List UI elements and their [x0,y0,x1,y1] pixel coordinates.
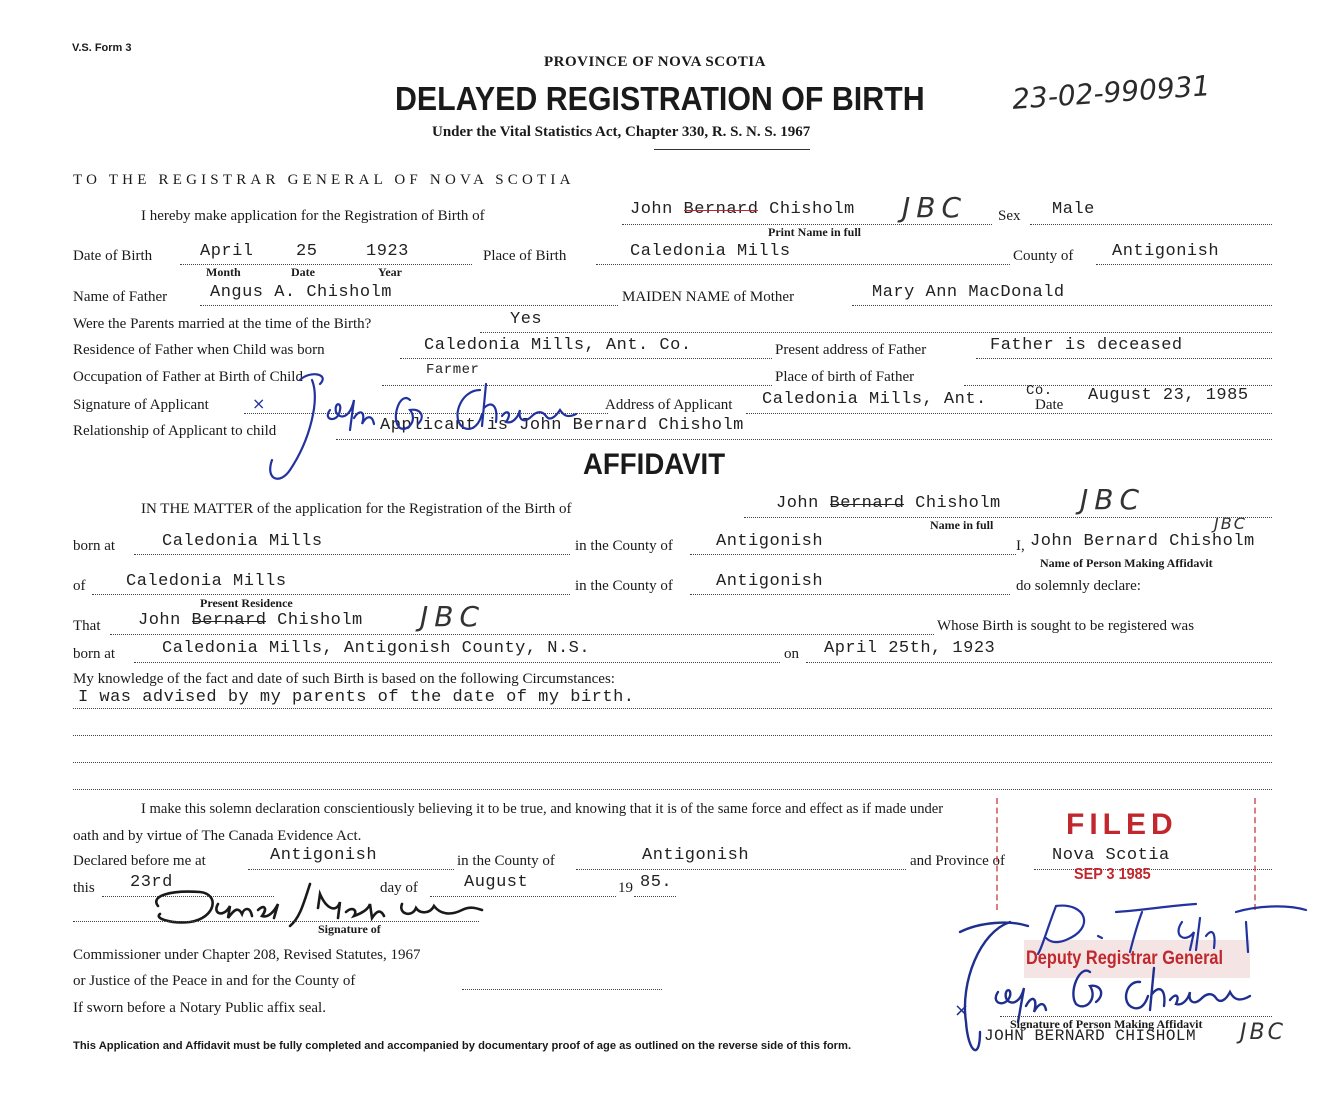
filed-date-stamp: SEP 3 1985 [1074,866,1151,883]
born-at-line [134,554,570,555]
dob-day: 25 [296,242,318,261]
on-line [806,662,1272,663]
footer-note: This Application and Affidavit must be fully completed and accompanied by documentary proof of age as outlined on the reverse side of this form. [73,1040,852,1052]
affiant-sig-hint: Signature of Person Making Affidavit [1010,1017,1203,1031]
x-mark-2: × [954,1000,970,1021]
print-name-hint: Print Name in full [768,225,861,239]
occupation-label: Occupation of Father at Birth of Child [73,369,303,385]
filed-stamp: FILED [1066,808,1178,841]
father-line [200,305,618,306]
apply-label: I hereby make application for the Registration of Birth of [141,208,485,224]
county-line-4 [576,869,906,870]
province-label: and Province of [910,853,1005,869]
name-value: John Bernard Chisholm [630,200,855,219]
commissioner-label: Commissioner under Chapter 208, Revised Statutes, 1967 [73,947,421,963]
pob-label: Place of Birth [483,248,567,264]
name-in-full-hint: Name in full [930,518,994,532]
that-label: That [73,618,101,634]
born-at-2-value: Caledonia Mills, Antigonish County, N.S. [162,639,591,658]
month-hint: Month [206,265,241,279]
sex-label: Sex [998,208,1021,224]
form-id: V.S. Form 3 [72,42,132,54]
date-hint: Date [291,265,315,279]
affiant-signature [940,912,1290,1072]
county-value: Antigonish [1112,242,1220,261]
declared-label: Declared before me at [73,853,206,869]
address-label: Address of Applicant [605,397,733,413]
x-mark-1: × [252,394,266,413]
present-address-line [976,358,1272,359]
initials-4: JBC [420,600,486,633]
initials-3: JBC [1214,514,1247,533]
i-label: I, [1016,538,1025,554]
relationship-value: Applicant is John Bernard Chisholm [380,416,744,435]
to-registrar-line: TO THE REGISTRAR GENERAL OF NOVA SCOTIA [73,172,575,188]
affidavit-heading: AFFIDAVIT [583,448,726,481]
applicant-signature [250,360,610,490]
father-value: Angus A. Chisholm [210,283,392,302]
affiant-printed-name: JOHN BERNARD CHISHOLM [984,1027,1197,1045]
county-label: County of [1013,248,1074,264]
declared-line [248,869,454,870]
justice-label: or Justice of the Peace in and for the County of [73,973,356,989]
mother-label: MAIDEN NAME of Mother [622,289,795,305]
father-label: Name of Father [73,289,168,305]
page-title: DELAYED REGISTRATION OF BIRTH [395,80,925,117]
circumstance-text: I was advised by my parents of the date of my birth. [78,688,635,707]
knowledge-label: My knowledge of the fact and date of such Birth is based on the following Circumstances: [73,671,615,687]
born-at-2-label: born at [73,646,116,662]
circumstance-line-2 [73,735,1272,736]
county-value-4: Antigonish [642,846,750,865]
dob-year: 1923 [366,242,409,261]
present-residence-hint: Present Residence [200,596,293,610]
initials-1: JBC [902,191,968,224]
relationship-label: Relationship of Applicant to child [73,423,277,439]
address-value: Caledonia Mills, Ant. [762,390,987,409]
initials-2: JBC [1080,483,1146,516]
initials-5: JBC [1240,1020,1286,1045]
this-label: this [73,880,95,896]
commissioner-sig-line [73,921,479,922]
title-rule [654,149,810,150]
day-of-label: day of [380,880,418,896]
born-at-value: Caledonia Mills [162,532,323,551]
present-address-label: Present address of Father [775,342,927,358]
justice-line [462,989,662,990]
declaration-line-1: I make this solemn declaration conscientiously believing it to be true, and knowing that it is of the same force and effect as if made under [141,801,944,817]
matter-label: IN THE MATTER of the application for the Registration of the Birth of [141,501,572,517]
year-hint: Year [378,265,402,279]
residence-value: Caledonia Mills, Ant. Co. [424,336,692,355]
in-county-label-2: in the County of [575,578,673,594]
father-pob-label: Place of birth of Father [775,369,915,385]
county-line-2 [690,554,1016,555]
married-label: Were the Parents married at the time of the Birth? [73,316,372,332]
declare-label: do solemnly declare: [1016,578,1141,594]
mother-value: Mary Ann MacDonald [872,283,1065,302]
matter-line [744,517,1272,518]
this-day-value: 23rd [130,873,173,892]
county-label-3: in the County of [457,853,555,869]
person-hint: Name of Person Making Affidavit [1040,556,1213,570]
born-at-label: born at [73,538,116,554]
sex-line [1030,224,1272,225]
of-label: of [73,578,86,594]
declared-value: Antigonish [270,846,378,865]
sex-value: Male [1052,200,1095,219]
on-label: on [784,646,799,662]
of-value: Caledonia Mills [126,572,287,591]
province-value: Nova Scotia [1052,846,1170,865]
deputy-registrar-stamp: Deputy Registrar General [1026,948,1224,969]
pob-line [596,264,1010,265]
married-value: Yes [510,310,543,329]
whose-label: Whose Birth is sought to be registered was [937,618,1195,634]
address-line [746,413,1272,414]
born-at-2-line [134,662,780,663]
person-name: John Bernard Chisholm [1030,532,1255,551]
county-value-3: Antigonish [716,572,824,591]
circumstance-line-3 [73,762,1272,763]
present-address-value: Father is deceased [990,336,1183,355]
residence-line [400,358,772,359]
circumstance-line-1 [73,708,1272,709]
married-line [480,332,1272,333]
year-line [634,896,676,897]
of-line [92,594,570,595]
in-county-label: in the County of [575,538,673,554]
that-line [110,634,934,635]
residence-label: Residence of Father when Child was born [73,342,325,358]
address-co: Co. [1026,383,1053,399]
occupation-value: Farmer [426,362,480,378]
county-line [1096,264,1272,265]
notary-label: If sworn before a Notary Public affix seal. [73,1000,326,1016]
county-line-3 [690,594,1010,595]
signature-of-hint: Signature of [318,922,381,936]
that-name: John Bernard Chisholm [138,611,363,630]
declaration-line-2: oath and by virtue of The Canada Evidence Act. [73,828,362,844]
date-value: August 23, 1985 [1088,386,1249,405]
dob-month: April [200,242,254,261]
month-value: August [464,873,529,892]
county-value-2: Antigonish [716,532,824,551]
year-suffix: 85. [640,873,673,892]
province-heading: PROVINCE OF NOVA SCOTIA [544,54,766,70]
date-label: Date [1035,397,1064,413]
circumstance-line-4 [73,789,1272,790]
signature-label: Signature of Applicant [73,397,209,413]
on-value: April 25th, 1923 [824,639,996,658]
dob-label: Date of Birth [73,248,153,264]
pob-value: Caledonia Mills [630,242,791,261]
affidavit-name: John Bernard Chisholm [776,494,1001,513]
mother-line [852,305,1272,306]
subtitle: Under the Vital Statistics Act, Chapter 330, R. S. N. S. 1967 [432,124,811,140]
year-prefix: 19 [618,880,633,896]
handwritten-reg-number: 23-02-990931 [1011,69,1212,116]
